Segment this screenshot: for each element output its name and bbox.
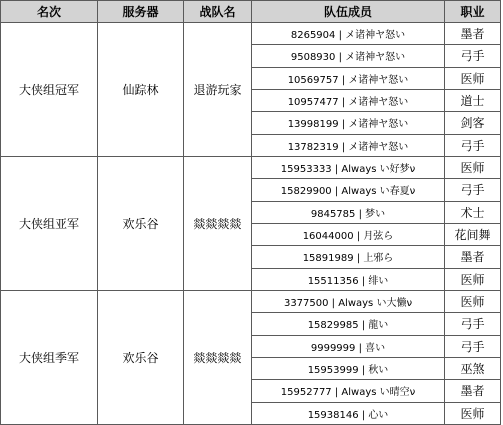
member-cell: 15891989 | 上邪ら <box>252 246 445 268</box>
server-cell: 欢乐谷 <box>98 290 184 424</box>
header-job: 职业 <box>445 1 501 23</box>
member-cell: 13782319 | メ诸神ヤ怒い <box>252 134 445 156</box>
job-cell: 墨者 <box>445 246 501 268</box>
table-row <box>1 23 501 45</box>
member-cell: 16044000 | 月弦ら <box>252 223 445 245</box>
member-cell: 15953333 | Always い好梦ν <box>252 156 445 178</box>
job-cell: 巫煞 <box>445 357 501 379</box>
job-cell: 医师 <box>445 268 501 290</box>
job-cell: 弓手 <box>445 335 501 357</box>
job-cell: 弓手 <box>445 45 501 67</box>
member-cell: 10957477 | メ诸神ヤ怒い <box>252 89 445 111</box>
member-cell: 15952777 | Always い晴空ν <box>252 380 445 402</box>
member-cell: 10569757 | メ诸神ヤ怒い <box>252 67 445 89</box>
job-cell: 花间舞 <box>445 223 501 245</box>
job-cell: 墨者 <box>445 23 501 45</box>
table-row <box>1 156 501 178</box>
member-cell: 3377500 | Always い大懒ν <box>252 290 445 312</box>
member-cell: 15511356 | 绯い <box>252 268 445 290</box>
job-cell: 剑客 <box>445 112 501 134</box>
member-cell: 9508930 | メ诸神ヤ怒い <box>252 45 445 67</box>
job-cell: 弓手 <box>445 313 501 335</box>
job-cell: 弓手 <box>445 134 501 156</box>
team-cell: 燚燚燚燚 <box>184 290 252 424</box>
member-cell: 13998199 | メ诸神ヤ怒い <box>252 112 445 134</box>
member-cell: 9999999 | 喜い <box>252 335 445 357</box>
job-cell: 墨者 <box>445 380 501 402</box>
job-cell: 医师 <box>445 156 501 178</box>
job-cell: 道士 <box>445 89 501 111</box>
table-row <box>1 290 501 312</box>
header-team: 战队名 <box>184 1 252 23</box>
server-cell: 仙踪林 <box>98 23 184 157</box>
job-cell: 医师 <box>445 402 501 424</box>
member-cell: 15938146 | 心い <box>252 402 445 424</box>
rank-cell: 大侠组冠军 <box>1 23 98 157</box>
header-rank: 名次 <box>1 1 98 23</box>
member-cell: 9845785 | 梦い <box>252 201 445 223</box>
rank-cell: 大侠组季军 <box>1 290 98 424</box>
member-cell: 15953999 | 秋い <box>252 357 445 379</box>
team-cell: 退游玩家 <box>184 23 252 157</box>
rank-cell: 大侠组亚军 <box>1 156 98 290</box>
header-members: 队伍成员 <box>252 1 445 23</box>
member-cell: 15829900 | Always い春夏ν <box>252 179 445 201</box>
member-cell: 15829985 | 龍い <box>252 313 445 335</box>
job-cell: 医师 <box>445 67 501 89</box>
team-cell: 燚燚燚燚 <box>184 156 252 290</box>
member-cell: 8265904 | メ诸神ヤ怒い <box>252 23 445 45</box>
job-cell: 医师 <box>445 290 501 312</box>
header-row <box>1 1 501 23</box>
header-server: 服务器 <box>98 1 184 23</box>
server-cell: 欢乐谷 <box>98 156 184 290</box>
job-cell: 术士 <box>445 201 501 223</box>
job-cell: 弓手 <box>445 179 501 201</box>
